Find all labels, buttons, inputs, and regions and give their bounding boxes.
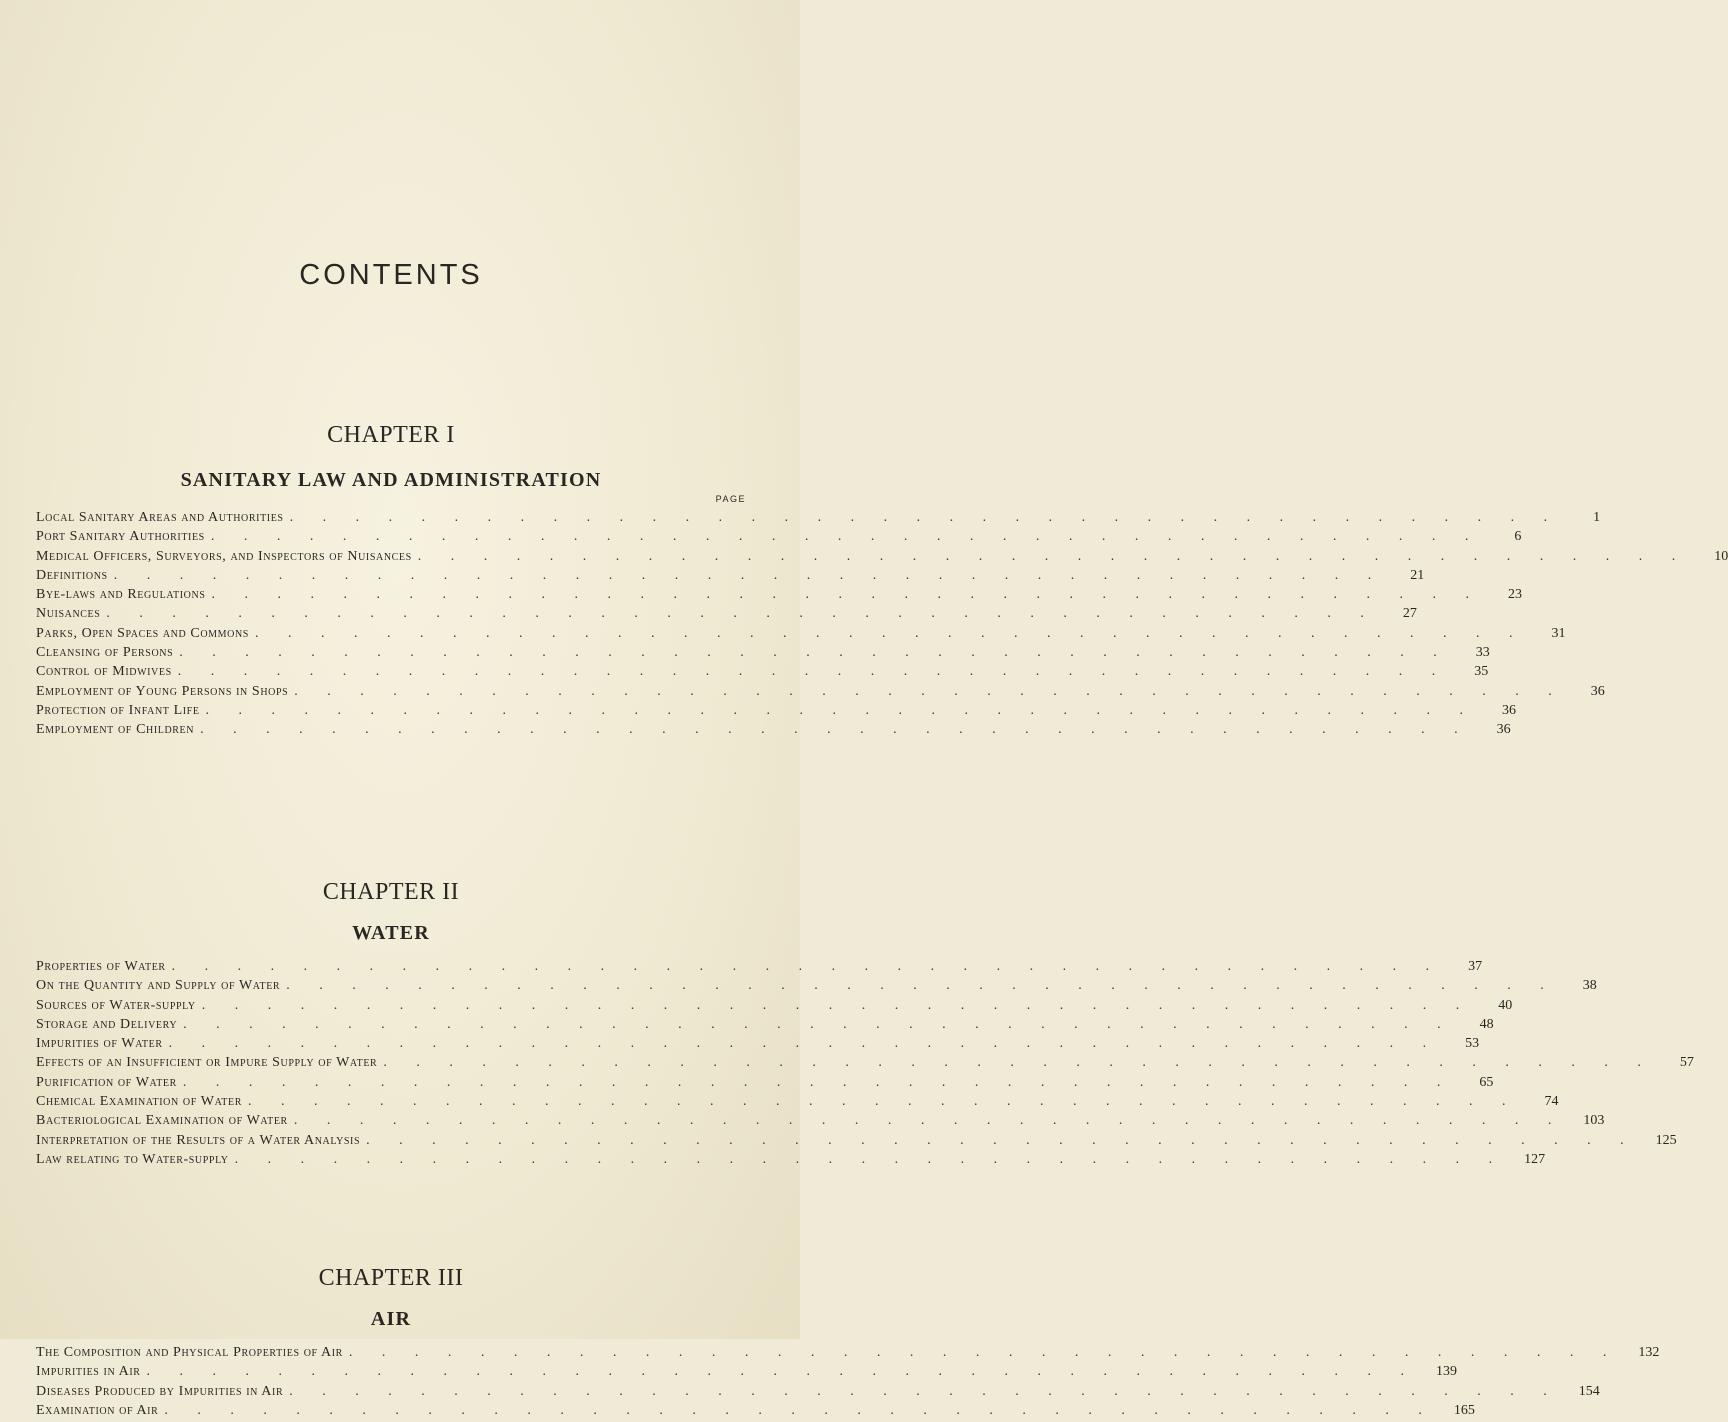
toc-entry-page: 65 [1479, 1074, 1494, 1090]
toc-entry-title: Parks, Open Spaces and Commons [36, 625, 249, 641]
toc-list [36, 959, 1694, 1171]
toc-list [36, 510, 1728, 742]
toc-entry-page: 35 [1474, 664, 1489, 680]
toc-entry-page: 36 [1590, 683, 1605, 699]
toc-entry [36, 1074, 1494, 1094]
dot-leader: . . . . . . . . . . . . . . . . . . . . . . . . . . . . . . . . . . . . . . . [201, 997, 1473, 1013]
toc-entry-title: Impurities of Water [36, 1036, 163, 1052]
toc-entry [36, 1016, 1494, 1036]
chapter-label: CHAPTER II [322, 879, 460, 905]
toc-entry-page: 165 [1453, 1402, 1475, 1418]
toc-entry-page: 40 [1498, 997, 1513, 1013]
toc-entry [36, 978, 1597, 997]
toc-entry [36, 1383, 1600, 1403]
toc-entry [36, 606, 1417, 625]
dot-leader: . . . . . . . . . . . . . . . . . . . . . . . . . . . . . . . . . . . . . . . [293, 1113, 1565, 1129]
toc-entry-title: Nuisances [36, 606, 101, 622]
dot-leader: . . . . . . . . . . . . . . . . . . . . . . . . . . . . . . . . . . . . . . . [205, 702, 1477, 718]
toc-entry [36, 1055, 1694, 1074]
toc-entry-page: 103 [1583, 1113, 1605, 1129]
chapter-3 [36, 1265, 1660, 1422]
toc-entry [36, 548, 1728, 568]
toc-entry [36, 1094, 1559, 1113]
toc-entry-title: Examination of Air [36, 1402, 159, 1418]
toc-entry-title: Port Sanitary Authorities [36, 529, 205, 545]
toc-entry-page: 127 [1524, 1151, 1546, 1167]
toc-list [36, 1345, 1660, 1422]
dot-leader: . . . . . . . . . . . . . . . . . . . . . . . . . . . . . . . . . . . . . . . [179, 645, 1450, 661]
chapter-subject: WATER [352, 922, 430, 944]
chapter-label: CHAPTER III [318, 1265, 464, 1291]
toc-entry-page: 57 [1679, 1055, 1694, 1071]
toc-entry [36, 587, 1522, 606]
toc-entry-title: Control of Midwives [36, 664, 172, 680]
toc-entry-title: Interpretation of the Results of a Water Analysis [36, 1132, 361, 1148]
dot-leader: . . . . . . . . . . . . . . . . . . . . . . . . . . . . . . . . . . . . . . . [210, 529, 1482, 545]
toc-entry [36, 1036, 1480, 1055]
dot-leader: . . . . . . . . . . . . . . . . . . . . . . . . . . . . . . . . . . . . . . . [417, 548, 1689, 564]
toc-entry-page: 132 [1638, 1345, 1660, 1360]
toc-entry-page: 27 [1402, 606, 1417, 622]
dot-leader: . . . . . . . . . . . . . . . . . . . . . . . . . . . . . . . . . . . . . . . [247, 1094, 1519, 1110]
toc-entry-title: Definitions [36, 567, 108, 583]
dot-leader: . . . . . . . . . . . . . . . . . . . . . . . . . . . . . . . . . . . . . . . [177, 664, 1449, 680]
toc-entry-title: On the Quantity and Supply of Water [36, 978, 281, 994]
toc-entry-page: 38 [1582, 978, 1597, 994]
toc-entry [36, 625, 1566, 645]
toc-entry-title: Storage and Delivery [36, 1016, 178, 1032]
dot-leader: . . . . . . . . . . . . . . . . . . . . . . . . . . . . . . . . . . . . . . . [164, 1402, 1435, 1418]
toc-entry [36, 529, 1522, 548]
toc-entry-page: 125 [1655, 1132, 1677, 1148]
chapter-subject: AIR [370, 1308, 412, 1330]
dot-leader: . . . . . . . . . . . . . . . . . . . . . . . . . . . . . . . . . . . . . . . [146, 1364, 1418, 1380]
toc-entry-page: 37 [1468, 959, 1483, 974]
dot-leader: . . . . . . . . . . . . . . . . . . . . . . . . . . . . . . . . . . . . . . . [366, 1132, 1637, 1148]
toc-entry-title: Medical Officers, Surveyors, and Inspectors of Nuisances [36, 548, 412, 564]
toc-entry-title: Bacteriological Examination of Water [36, 1113, 288, 1129]
toc-entry-page: 36 [1496, 722, 1511, 738]
page-title: CONTENTS [299, 259, 483, 291]
toc-entry-title: Bye-laws and Regulations [36, 587, 206, 603]
toc-entry-title: Law relating to Water-supply [36, 1151, 229, 1167]
toc-entry [36, 1402, 1475, 1422]
toc-entry-title: Employment of Children [36, 722, 195, 738]
dot-leader: . . . . . . . . . . . . . . . . . . . . . . . . . . . . . . . . . . . . . . . [113, 567, 1385, 583]
chapter-1 [36, 422, 1728, 742]
dot-leader: . . . . . . . . . . . . . . . . . . . . . . . . . . . . . . . . . . . . . . . [294, 683, 1565, 699]
toc-entry-title: Properties of Water [36, 959, 166, 974]
dot-leader: . . . . . . . . . . . . . . . . . . . . . . . . . . . . . . . . . . . . . . . [183, 1016, 1454, 1032]
toc-entry-page: 21 [1410, 567, 1425, 583]
toc-entry-page: 33 [1475, 645, 1490, 661]
toc-entry-title: Cleansing of Persons [36, 645, 174, 661]
toc-entry-title: Impurities in Air [36, 1364, 141, 1380]
toc-entry-page: 31 [1551, 625, 1566, 641]
toc-entry-title: Sources of Water-supply [36, 997, 196, 1013]
toc-entry [36, 722, 1511, 741]
chapter-2 [36, 879, 1694, 1171]
toc-entry-title: Diseases Produced by Impurities in Air [36, 1383, 284, 1399]
toc-entry [36, 1113, 1605, 1132]
toc-entry [36, 1132, 1677, 1152]
toc-entry-page: 139 [1436, 1364, 1458, 1380]
toc-entry [36, 1151, 1546, 1171]
toc-entry [36, 510, 1601, 529]
toc-entry [36, 1364, 1458, 1383]
toc-entry-title: Effects of an Insufficient or Impure Supply of Water [36, 1055, 378, 1071]
dot-leader: . . . . . . . . . . . . . . . . . . . . . . . . . . . . . . . . . . . . . . . [289, 1383, 1560, 1399]
dot-leader: . . . . . . . . . . . . . . . . . . . . . . . . . . . . . . . . . . . . . . . [383, 1055, 1654, 1071]
toc-entry-page: 74 [1544, 1094, 1559, 1110]
toc-entry-page: 36 [1502, 702, 1517, 718]
toc-entry-page: 1 [1593, 510, 1601, 525]
toc-entry [36, 997, 1513, 1017]
dot-leader: . . . . . . . . . . . . . . . . . . . . . . . . . . . . . . . . . . . . . . . [234, 1151, 1506, 1167]
toc-entry [36, 683, 1605, 703]
toc-entry-title: Chemical Examination of Water [36, 1094, 242, 1110]
toc-entry-page: 53 [1465, 1036, 1480, 1052]
dot-leader: . . . . . . . . . . . . . . . . . . . . . . . . . . . . . . . . . . . . . . . [286, 978, 1557, 994]
toc-entry-title: Local Sanitary Areas and Authorities [36, 510, 284, 525]
toc-entry-title: Protection of Infant Life [36, 702, 200, 718]
toc-entry-page: 23 [1507, 587, 1522, 603]
dot-leader: . . . . . . . . . . . . . . . . . . . . . . . . . . . . . . . . . . . . . . . [289, 510, 1561, 525]
dot-leader: . . . . . . . . . . . . . . . . . . . . . . . . . . . . . . . . . . . . . . . [254, 625, 1526, 641]
toc-entry-page: 154 [1578, 1383, 1600, 1399]
toc-entry-title: The Composition and Physical Properties of Air [36, 1345, 343, 1360]
chapter-subject: SANITARY LAW AND ADMINISTRATION [180, 469, 602, 491]
toc-entry [36, 567, 1425, 587]
toc-entry-title: Purification of Water [36, 1074, 177, 1090]
dot-leader: . . . . . . . . . . . . . . . . . . . . . . . . . . . . . . . . . . . . . . . [211, 587, 1482, 603]
dot-leader: . . . . . . . . . . . . . . . . . . . . . . . . . . . . . . . . . . . . . . . [200, 722, 1471, 738]
toc-entry-page: 6 [1514, 529, 1522, 545]
toc-entry-page: 48 [1479, 1016, 1494, 1032]
toc-entry [36, 664, 1489, 683]
toc-entry [36, 645, 1490, 664]
toc-entry [36, 702, 1517, 722]
page-column-header: PAGE [715, 494, 746, 504]
toc-entry-title: Employment of Young Persons in Shops [36, 683, 289, 699]
dot-leader: . . . . . . . . . . . . . . . . . . . . . . . . . . . . . . . . . . . . . . . [168, 1036, 1440, 1052]
dot-leader: . . . . . . . . . . . . . . . . . . . . . . . . . . . . . . . . . . . . . . . [106, 606, 1377, 622]
toc-entry [36, 1345, 1660, 1364]
dot-leader: . . . . . . . . . . . . . . . . . . . . . . . . . . . . . . . . . . . . . . . [171, 959, 1443, 974]
toc-entry-page: 10 [1714, 548, 1728, 564]
chapter-label: CHAPTER I [327, 422, 455, 448]
toc-entry [36, 959, 1483, 978]
dot-leader: . . . . . . . . . . . . . . . . . . . . . . . . . . . . . . . . . . . . . . . [182, 1074, 1454, 1090]
dot-leader: . . . . . . . . . . . . . . . . . . . . . . . . . . . . . . . . . . . . . . . [348, 1345, 1620, 1360]
